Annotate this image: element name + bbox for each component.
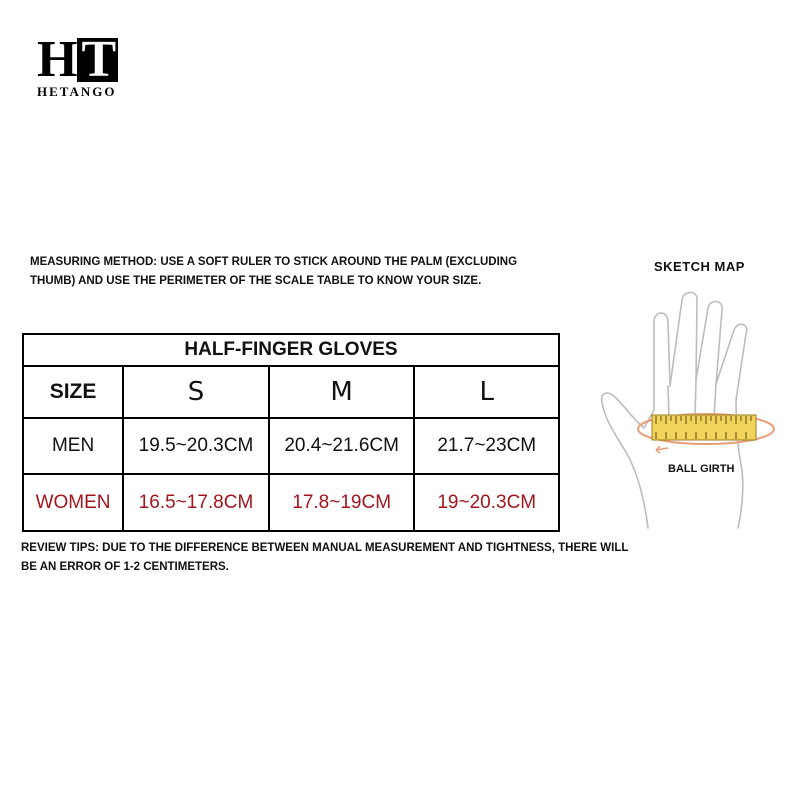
logo-letter-h: H xyxy=(37,31,76,88)
size-table xyxy=(22,333,560,532)
men-size-s: 19.5~20.3CM xyxy=(123,418,269,474)
table-title: HALF-FINGER GLOVES xyxy=(23,334,559,366)
size-header-s: S xyxy=(123,366,269,418)
logo-letter-t: T xyxy=(77,38,118,82)
ball-girth-label: BALL GIRTH xyxy=(668,463,735,475)
size-header-label: SIZE xyxy=(23,366,123,418)
size-header-l: L xyxy=(414,366,559,418)
measuring-method-text: MEASURING METHOD: USE A SOFT RULER TO STICK AROUND THE PALM (EXCLUDING THUMB) AND USE THE PERIMETER OF THE SCALE TABLE TO KNOW YOUR SIZE. xyxy=(30,256,518,287)
review-tips-text: REVIEW TIPS: DUE TO THE DIFFERENCE BETWEEN MANUAL MEASUREMENT AND TIGHTNESS, THERE WILL BE AN ERROR OF 1-2 CENTIMETERS. xyxy=(21,542,629,573)
row-label-men: MEN xyxy=(23,418,123,474)
men-size-l: 21.7~23CM xyxy=(414,418,559,474)
table-row xyxy=(23,474,559,531)
men-size-m: 20.4~21.6CM xyxy=(269,418,415,474)
brand-name: HETANGO xyxy=(37,84,117,99)
row-label-women: WOMEN xyxy=(23,474,123,531)
women-size-s: 16.5~17.8CM xyxy=(123,474,269,531)
size-header-m: M xyxy=(269,366,415,418)
sketch-map-title: SKETCH MAP xyxy=(654,259,745,274)
women-size-m: 17.8~19CM xyxy=(269,474,415,531)
women-size-l: 19~20.3CM xyxy=(414,474,559,531)
table-row xyxy=(23,418,559,474)
table-header-row xyxy=(23,366,559,418)
hand-measure-icon xyxy=(596,290,776,530)
brand-logo xyxy=(37,31,137,100)
logo-mark xyxy=(37,31,137,88)
table-title-row xyxy=(23,334,559,366)
